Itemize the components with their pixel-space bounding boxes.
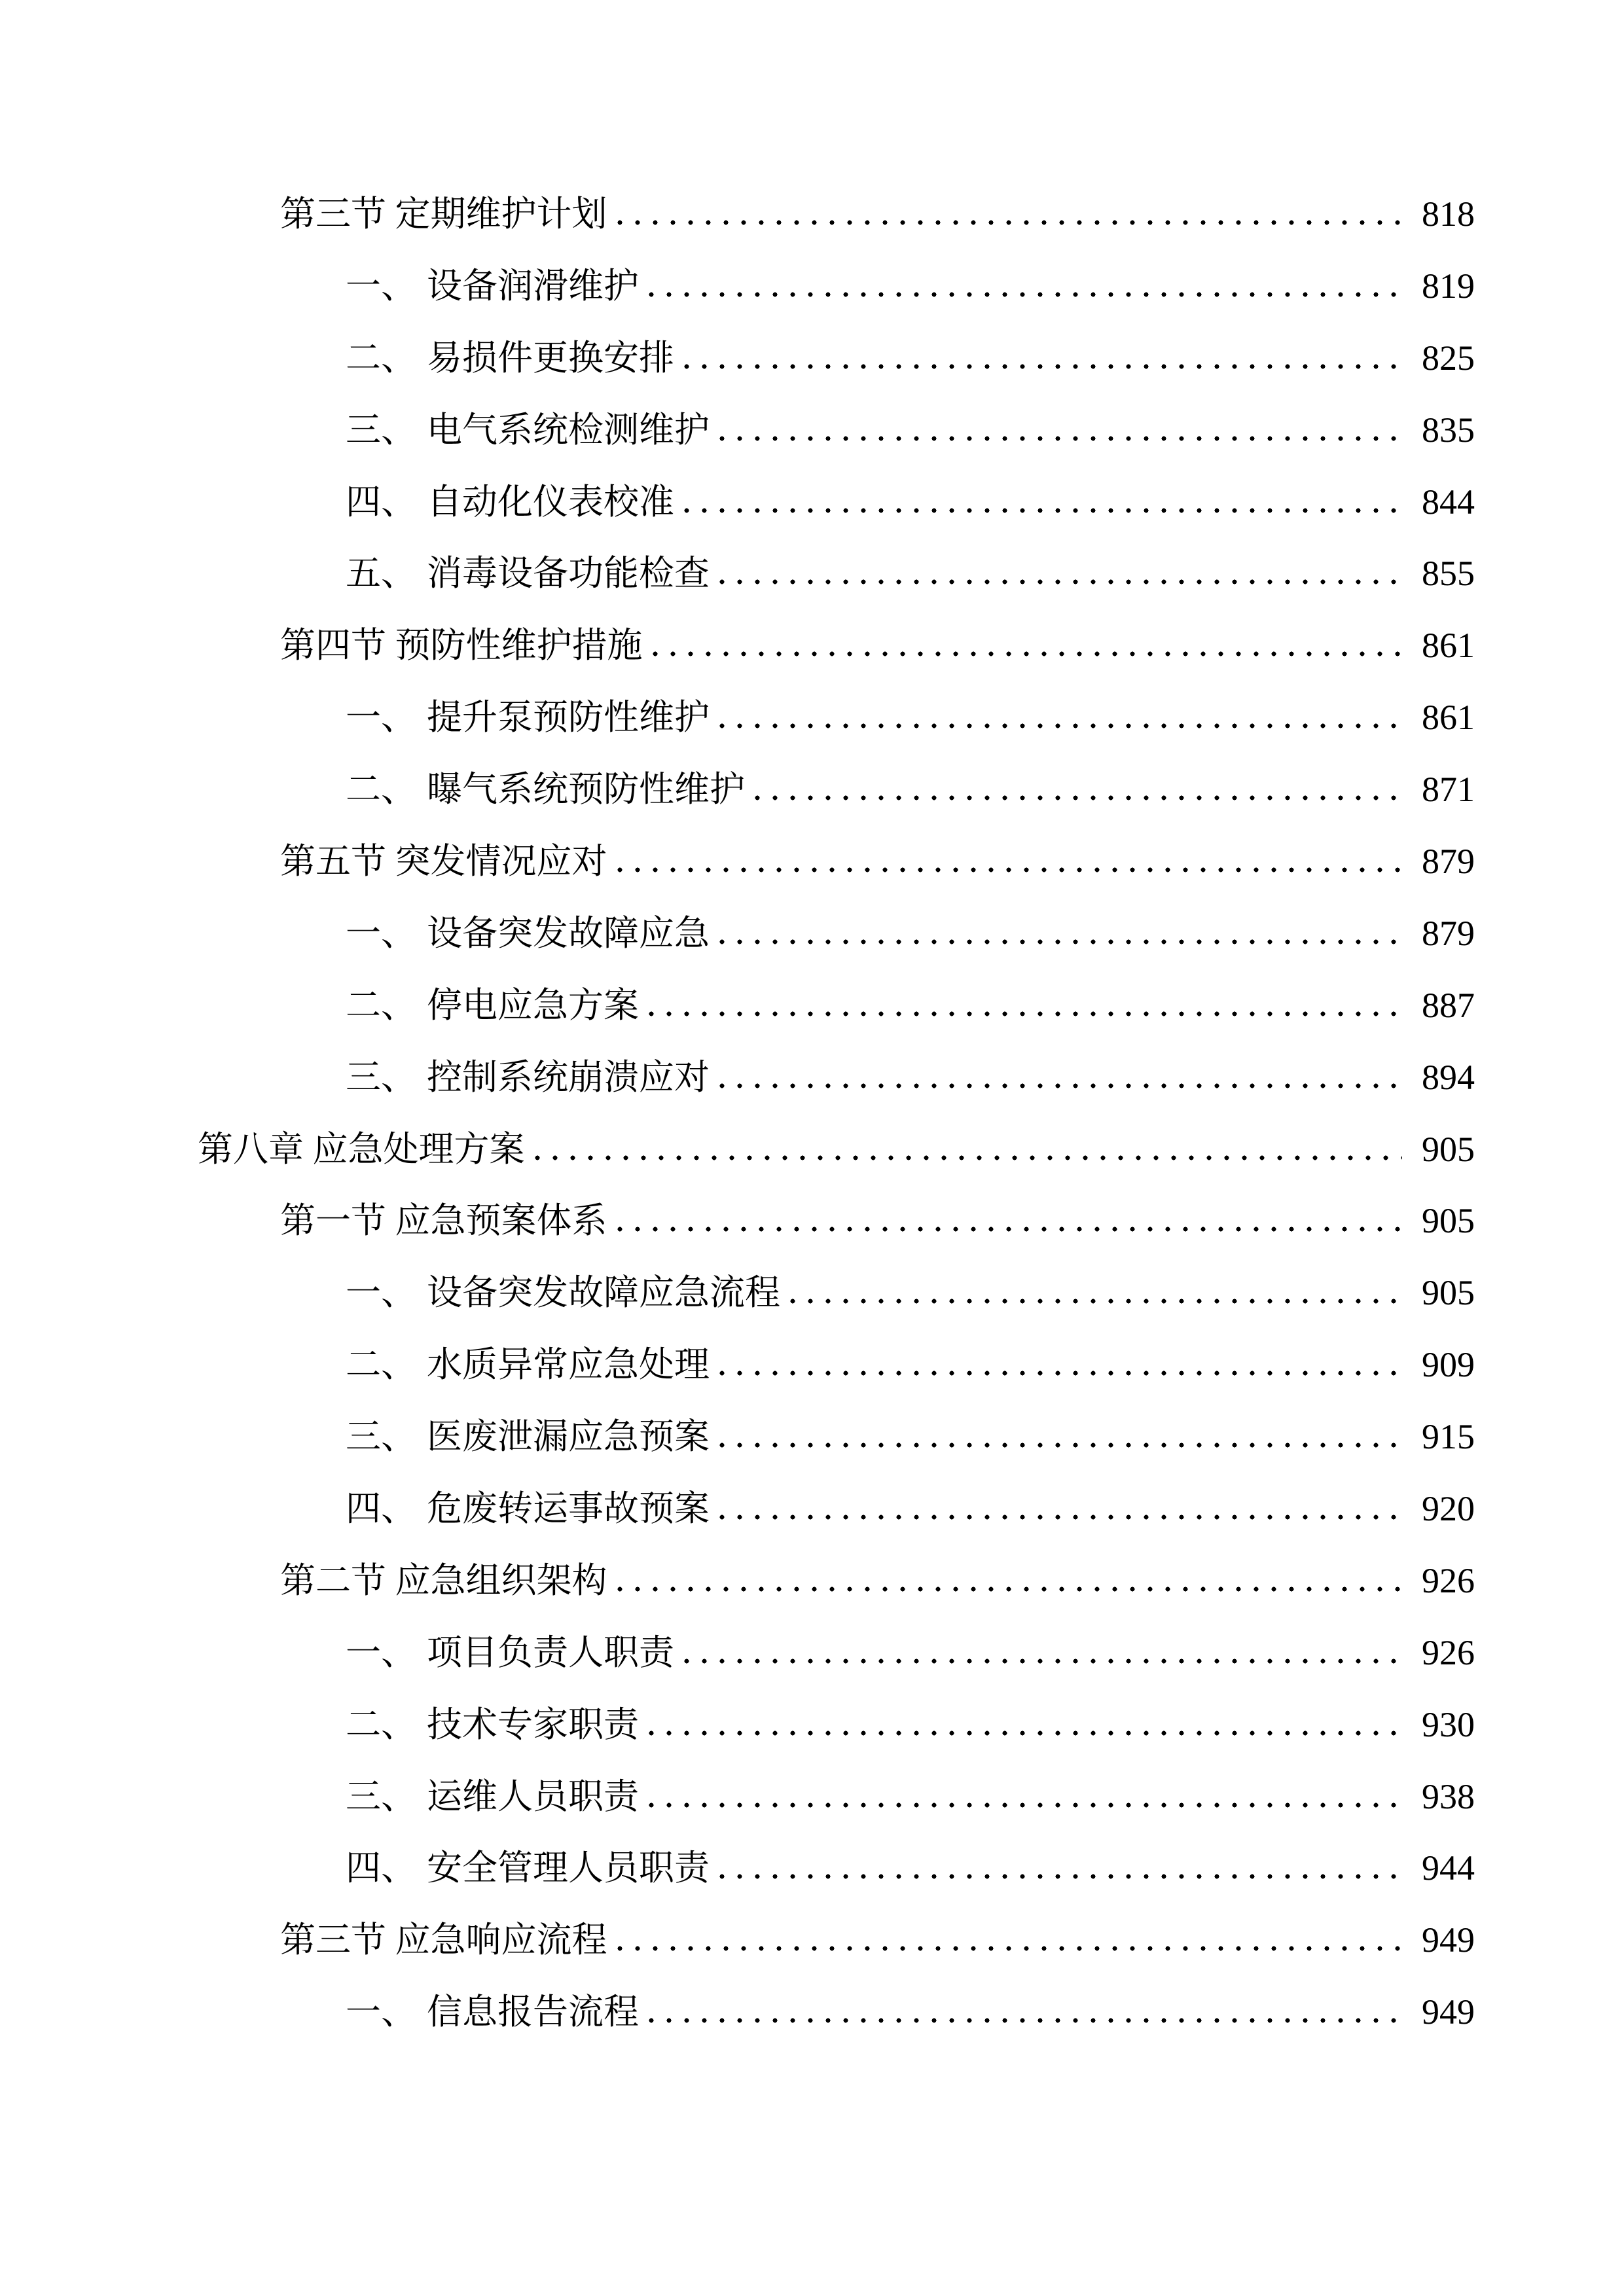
toc-entry-numeral: 一、	[346, 913, 416, 953]
dot-leader	[648, 1802, 1402, 1808]
toc-entry-numeral: 一、	[346, 266, 416, 306]
toc-entry-page-number: 926	[1422, 1632, 1475, 1672]
toc-entry-page-number: 879	[1422, 913, 1475, 953]
toc-entry	[0, 610, 1624, 682]
toc-entry	[0, 1329, 1624, 1401]
toc-entry	[0, 179, 1624, 251]
toc-entry	[0, 1905, 1624, 1977]
toc-entry-label: 危废转运事故预案	[427, 1489, 710, 1529]
dot-leader	[648, 1011, 1402, 1017]
toc-entry	[0, 251, 1624, 323]
toc-entry-label: 第一节 应急预案体系	[280, 1201, 607, 1241]
dot-leader	[719, 435, 1402, 442]
toc-entry-label: 设备突发故障应急流程	[427, 1273, 780, 1313]
toc-entry-label: 设备突发故障应急	[427, 913, 710, 953]
toc-entry-label: 自动化仪表校准	[427, 482, 674, 522]
toc-entry-page-number: 879	[1422, 842, 1475, 882]
dot-leader	[719, 723, 1402, 729]
toc-entry-numeral: 一、	[346, 1992, 416, 2032]
toc-entry	[0, 826, 1624, 898]
dot-leader	[754, 795, 1402, 801]
toc-entry-page-number: 835	[1422, 410, 1475, 450]
toc-entry-page-number: 915	[1422, 1417, 1475, 1457]
toc-entry-label: 安全管理人员职责	[427, 1848, 710, 1888]
toc-entry	[0, 1473, 1624, 1545]
toc-entry-page-number: 949	[1422, 1920, 1475, 1960]
toc-entry-page-number: 861	[1422, 626, 1475, 666]
toc-entry-label: 项目负责人职责	[427, 1632, 674, 1672]
dot-leader	[719, 1514, 1402, 1520]
toc-entry-numeral: 三、	[346, 1776, 416, 1816]
toc-entry	[0, 1689, 1624, 1761]
toc-entry-page-number: 949	[1422, 1992, 1475, 2032]
toc-entry-numeral: 三、	[346, 1417, 416, 1457]
toc-entry-numeral: 四、	[346, 482, 416, 522]
dot-leader	[534, 1155, 1403, 1161]
toc-entry-label: 技术专家职责	[427, 1704, 639, 1744]
toc-entry-label: 电气系统检测维护	[427, 410, 710, 450]
toc-entry-numeral: 二、	[346, 1704, 416, 1744]
toc-entry-page-number: 844	[1422, 482, 1475, 522]
toc-entry-label: 曝气系统预防性维护	[427, 770, 745, 810]
toc-entry	[0, 1833, 1624, 1905]
toc-entry	[0, 1185, 1624, 1257]
toc-entry	[0, 1545, 1624, 1617]
toc-entry	[0, 323, 1624, 395]
toc-entry	[0, 538, 1624, 610]
toc-entry-label: 第三节 应急响应流程	[280, 1920, 607, 1960]
toc-entry-numeral: 四、	[346, 1848, 416, 1888]
toc-entry-label: 第三节 定期维护计划	[280, 194, 607, 234]
toc-entry-label: 控制系统崩溃应对	[427, 1057, 710, 1097]
toc-entry-page-number: 861	[1422, 698, 1475, 738]
toc-entry-label: 第五节 突发情况应对	[280, 842, 607, 882]
toc-entry-page-number: 938	[1422, 1776, 1475, 1816]
dot-leader	[683, 363, 1402, 370]
toc-entry-numeral: 二、	[346, 338, 416, 378]
dot-leader	[617, 1226, 1403, 1232]
dot-leader	[617, 219, 1403, 226]
dot-leader	[719, 1083, 1402, 1089]
toc-entry-label: 设备润滑维护	[427, 266, 639, 306]
toc-entry-page-number: 905	[1422, 1273, 1475, 1313]
toc-entry	[0, 682, 1624, 754]
toc-entry-page-number: 909	[1422, 1345, 1475, 1385]
dot-leader	[719, 1873, 1402, 1880]
toc-entry-page-number: 894	[1422, 1057, 1475, 1097]
toc-entry-page-number: 825	[1422, 338, 1475, 378]
toc-entry-label: 运维人员职责	[427, 1776, 639, 1816]
toc-entry	[0, 898, 1624, 970]
toc-entry-numeral: 一、	[346, 1632, 416, 1672]
toc-entry	[0, 1401, 1624, 1473]
dot-leader	[648, 1730, 1402, 1736]
toc-entry	[0, 970, 1624, 1042]
toc-entry-page-number: 905	[1422, 1201, 1475, 1241]
toc-entry-label: 第八章 应急处理方案	[198, 1129, 525, 1169]
toc-entry	[0, 1042, 1624, 1114]
toc-entry-page-number: 926	[1422, 1560, 1475, 1600]
toc-entry-numeral: 二、	[346, 985, 416, 1025]
toc-entry-label: 水质异常应急处理	[427, 1345, 710, 1385]
dot-leader	[617, 1586, 1403, 1592]
toc-entry-page-number: 871	[1422, 770, 1475, 810]
toc-entry	[0, 467, 1624, 539]
toc-entry	[0, 754, 1624, 826]
toc-entry-numeral: 五、	[346, 554, 416, 594]
dot-leader	[652, 651, 1403, 657]
toc-entry-label: 提升泵预防性维护	[427, 698, 710, 738]
dot-leader	[683, 1658, 1402, 1664]
toc-entry-page-number: 930	[1422, 1704, 1475, 1744]
dot-leader	[648, 2017, 1402, 2024]
toc-entry-label: 医废泄漏应急预案	[427, 1417, 710, 1457]
dot-leader	[789, 1298, 1402, 1304]
toc-entry-label: 易损件更换安排	[427, 338, 674, 378]
toc-entry-numeral: 三、	[346, 1057, 416, 1097]
toc-entry	[0, 1617, 1624, 1689]
dot-leader	[648, 291, 1402, 298]
toc-entry-page-number: 944	[1422, 1848, 1475, 1888]
toc-entry	[0, 1257, 1624, 1329]
toc-entry	[0, 395, 1624, 467]
table-of-contents	[0, 179, 1624, 2049]
dot-leader	[719, 579, 1402, 585]
toc-entry-label: 消毒设备功能检查	[427, 554, 710, 594]
toc-entry-label: 停电应急方案	[427, 985, 639, 1025]
toc-entry-page-number: 920	[1422, 1489, 1475, 1529]
dot-leader	[719, 1442, 1402, 1448]
toc-entry	[0, 1114, 1624, 1186]
toc-entry-numeral: 一、	[346, 1273, 416, 1313]
toc-entry-page-number: 818	[1422, 194, 1475, 234]
dot-leader	[719, 1370, 1402, 1376]
toc-entry	[0, 1761, 1624, 1833]
toc-entry-numeral: 二、	[346, 770, 416, 810]
toc-entry-label: 信息报告流程	[427, 1992, 639, 2032]
dot-leader	[719, 939, 1402, 945]
toc-entry	[0, 1977, 1624, 2049]
dot-leader	[617, 867, 1403, 873]
toc-entry-numeral: 一、	[346, 698, 416, 738]
toc-entry-page-number: 905	[1422, 1129, 1475, 1169]
toc-entry-numeral: 三、	[346, 410, 416, 450]
dot-leader	[683, 507, 1402, 514]
toc-entry-page-number: 855	[1422, 554, 1475, 594]
toc-entry-page-number: 887	[1422, 985, 1475, 1025]
toc-entry-label: 第四节 预防性维护措施	[280, 626, 643, 666]
toc-entry-numeral: 二、	[346, 1345, 416, 1385]
toc-entry-page-number: 819	[1422, 266, 1475, 306]
toc-entry-label: 第二节 应急组织架构	[280, 1560, 607, 1600]
dot-leader	[617, 1945, 1403, 1952]
toc-entry-numeral: 四、	[346, 1489, 416, 1529]
